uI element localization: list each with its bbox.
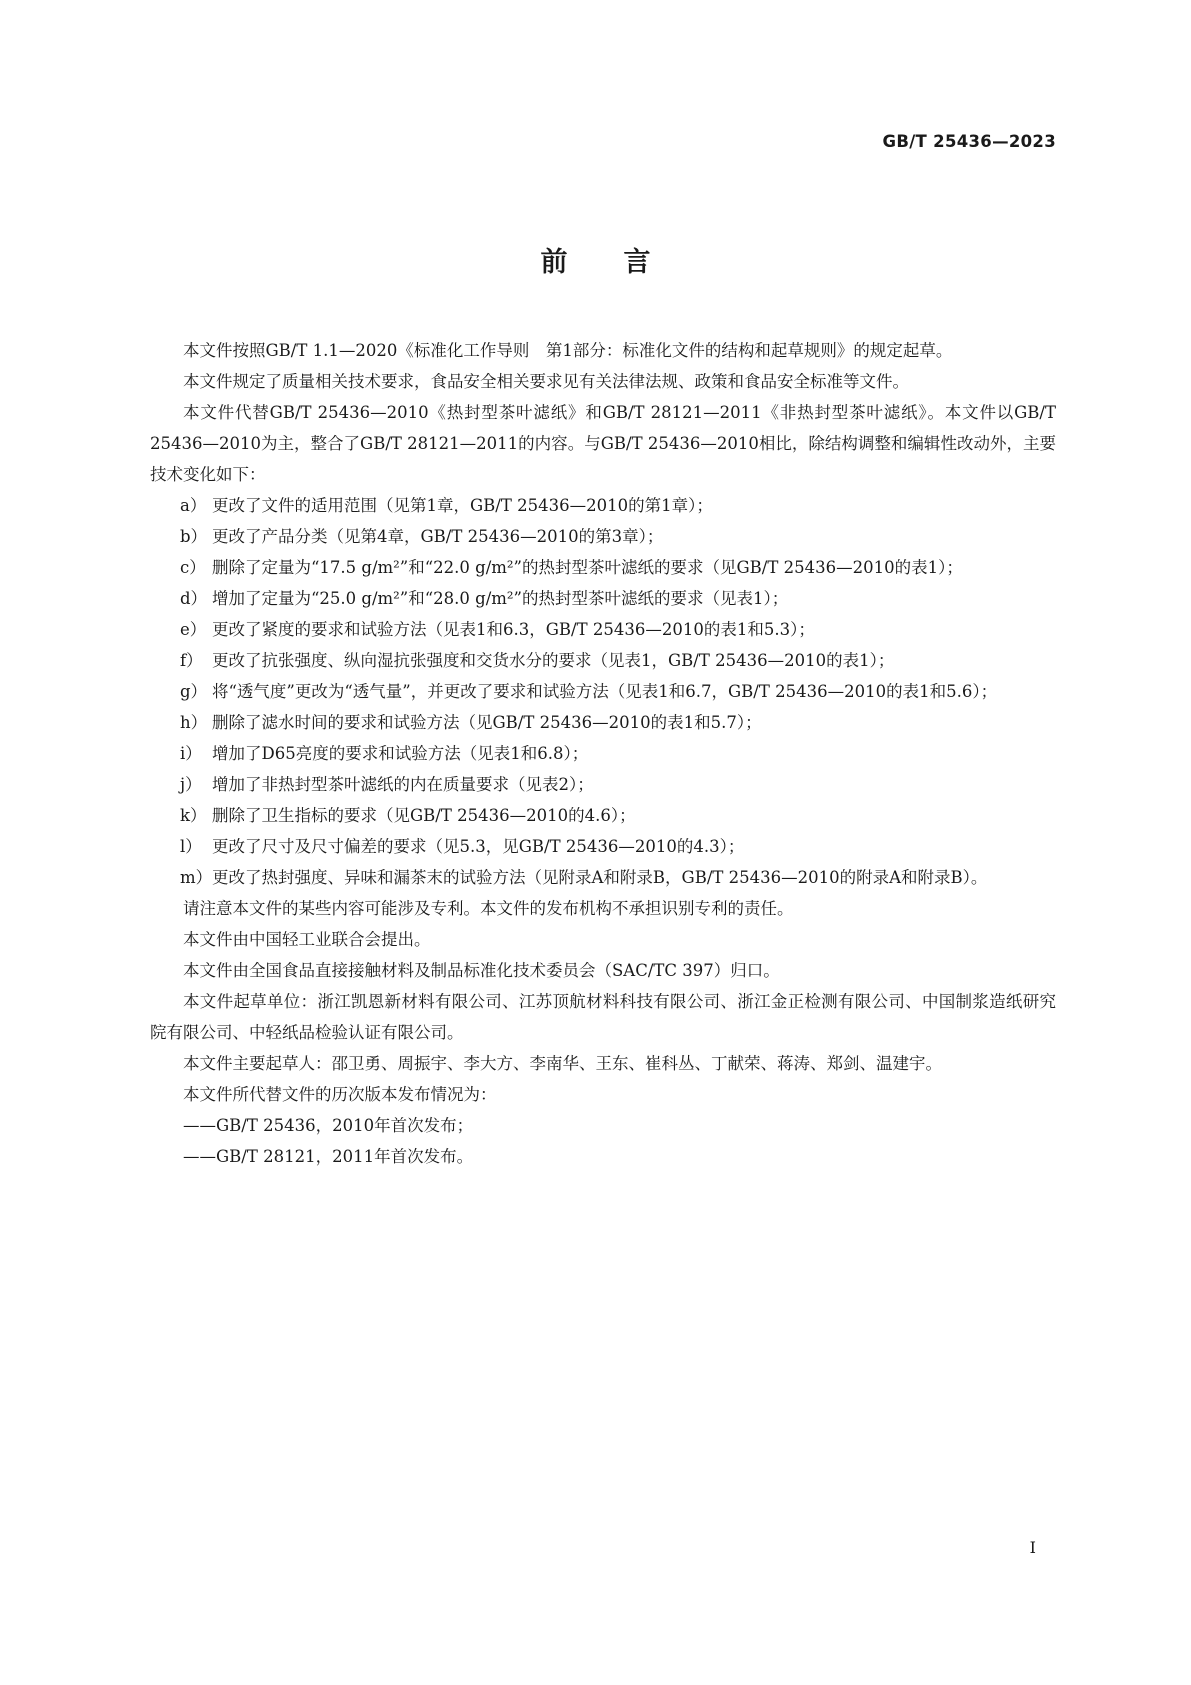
list-item xyxy=(150,831,1056,862)
page-title xyxy=(0,240,1191,279)
list-item-text: 删除了滤水时间的要求和试验方法（见GB/T 25436—2010的表1和5.7）； xyxy=(212,713,762,732)
list-item xyxy=(150,490,1056,521)
list-item-text: 增加了D65亮度的要求和试验方法（见表1和6.8）； xyxy=(212,744,589,763)
list-item-text: 更改了抗张强度、纵向湿抗张强度和交货水分的要求（见表1，GB/T 25436—2010的表1）； xyxy=(212,651,895,670)
list-item-label: b） xyxy=(180,527,208,546)
list-item-label: j） xyxy=(180,775,202,794)
list-item xyxy=(150,521,1056,552)
list-item-label: a） xyxy=(180,496,207,515)
paragraph-replacement: 本文件代替GB/T 25436—2010《热封型茶叶滤纸》和GB/T 28121—2011《非热封型茶叶滤纸》。本文件以GB/T 25436—2010为主，整合了GB/T 28121—2011的内容。与GB/T 25436—2010相比，除结构调整和编辑性改动外，主要技术变化如下： xyxy=(150,403,1056,484)
list-item-text: 删除了卫生指标的要求（见GB/T 25436—2010的4.6）； xyxy=(212,806,636,825)
list-item-text: 增加了定量为“25.0 g/m²”和“28.0 g/m²”的热封型茶叶滤纸的要求（见表1）； xyxy=(212,589,789,608)
list-item xyxy=(150,738,1056,769)
list-item-label: k） xyxy=(180,806,207,825)
list-item-label: c） xyxy=(180,558,206,577)
list-item-text: 更改了文件的适用范围（见第1章，GB/T 25436—2010的第1章）； xyxy=(212,496,713,515)
list-item-label: l） xyxy=(180,837,202,856)
page-number: I xyxy=(1029,1538,1036,1557)
paragraph-patent-notice: 请注意本文件的某些内容可能涉及专利。本文件的发布机构不承担识别专利的责任。 xyxy=(183,899,794,918)
list-item-text: 将“透气度”更改为“透气量”，并更改了要求和试验方法（见表1和6.7，GB/T 25436—2010的表1和5.6）； xyxy=(212,682,998,701)
paragraph-scope-requirements: 本文件规定了质量相关技术要求，食品安全相关要求见有关法律法规、政策和食品安全标准等文件。 xyxy=(183,372,909,391)
foreword-body xyxy=(150,335,1056,1172)
list-item-label: h） xyxy=(180,713,208,732)
list-item-text: 更改了产品分类（见第4章，GB/T 25436—2010的第3章）； xyxy=(212,527,664,546)
history-item: ——GB/T 25436，2010年首次发布； xyxy=(183,1116,474,1135)
list-item xyxy=(150,769,1056,800)
list-item xyxy=(150,800,1056,831)
paragraph-drafting-units: 本文件起草单位：浙江凯恩新材料有限公司、江苏顶航材料科技有限公司、浙江金正检测有限公司、中国制浆造纸研究院有限公司、中轻纸品检验认证有限公司。 xyxy=(150,992,1056,1042)
list-item-text: 更改了尺寸及尺寸偏差的要求（见5.3，见GB/T 25436—2010的4.3）； xyxy=(212,837,745,856)
list-item-label: g） xyxy=(180,682,208,701)
list-item-text: 更改了热封强度、异味和漏茶末的试验方法（见附录A和附录B，GB/T 25436—2010的附录A和附录B）。 xyxy=(212,868,988,887)
paragraph-drafting-rules: 本文件按照GB/T 1.1—2020《标准化工作导则 第1部分：标准化文件的结构和起草规则》的规定起草。 xyxy=(183,341,953,360)
title-char-1: 前 xyxy=(540,247,568,278)
history-item: ——GB/T 28121，2011年首次发布。 xyxy=(183,1147,474,1166)
list-item-label: d） xyxy=(180,589,208,608)
changes-list xyxy=(150,490,1056,893)
list-item xyxy=(150,614,1056,645)
list-item-label: m） xyxy=(180,868,213,887)
list-item-label: i） xyxy=(180,744,202,763)
list-item xyxy=(150,676,1056,707)
paragraph-drafters: 本文件主要起草人：邵卫勇、周振宇、李大方、李南华、王东、崔科丛、丁献荣、蒋涛、郑剑、温建宇。 xyxy=(183,1054,942,1073)
list-item-label: e） xyxy=(180,620,207,639)
paragraph-history-intro: 本文件所代替文件的历次版本发布情况为： xyxy=(183,1085,497,1104)
paragraph-proposer: 本文件由中国轻工业联合会提出。 xyxy=(183,930,431,949)
list-item xyxy=(150,707,1056,738)
paragraph-committee: 本文件由全国食品直接接触材料及制品标准化技术委员会（SAC/TC 397）归口。 xyxy=(183,961,780,980)
list-item xyxy=(150,552,1056,583)
title-char-2: 言 xyxy=(623,247,651,278)
standard-number: GB/T 25436—2023 xyxy=(882,132,1056,151)
list-item-text: 增加了非热封型茶叶滤纸的内在质量要求（见表2）； xyxy=(212,775,594,794)
list-item xyxy=(150,862,1056,893)
list-item-text: 删除了定量为“17.5 g/m²”和“22.0 g/m²”的热封型茶叶滤纸的要求（见GB/T 25436—2010的表1）； xyxy=(212,558,963,577)
list-item xyxy=(150,583,1056,614)
list-item xyxy=(150,645,1056,676)
list-item-label: f） xyxy=(180,651,203,670)
list-item-text: 更改了紧度的要求和试验方法（见表1和6.3，GB/T 25436—2010的表1和5.3）； xyxy=(212,620,815,639)
